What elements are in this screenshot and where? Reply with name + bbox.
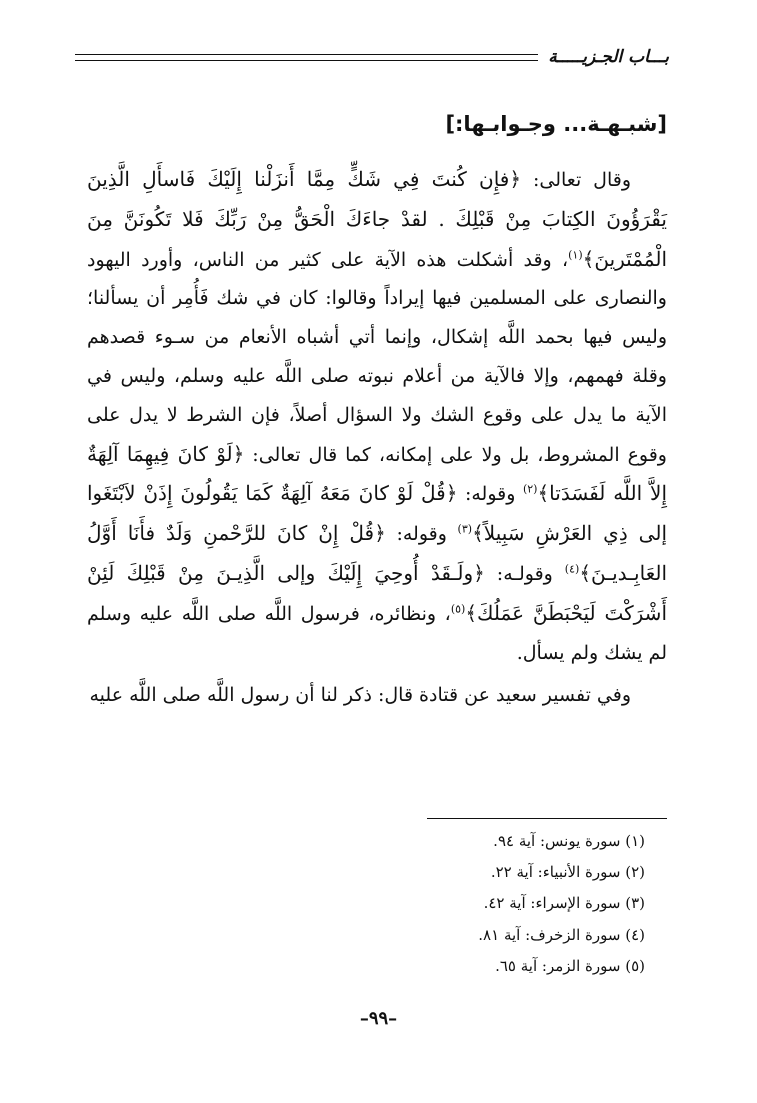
text-run: ، وقد أشكلت هذه الآية على كثير من الناس، وأورد اليهود والنصارى على المسلمين فيها إيراداً وقالوا: كان في شك فَأُمِر أن يسألنا؛ وليس فيها بحمد اللَّه إشكال، وإنما أتي أشباه الأنعام من سـوء قصدهم وقلة فهمهم، وإلا فالآية من أعلام نبوته صلى اللَّه عليه وسلم، وليس في الآية ما يدل على وقوع الشك ولا السؤال أصلاً، فإن الشرط لا يدل على وقوع المشروط، بل ولا على إمكانه، كما قال تعالى: [87,248,667,466]
running-header [75,42,669,72]
quran-verse: ﴿لَوْ كانَ فِيهِمَا آلِهَةٌ إِلاَّ اللَّه لَفَسَدَتا﴾ [87,441,667,506]
quran-verse: ﴿قُلْ إِنْ كانَ للرَّحْمنِ وَلَدٌ فأَنَا أَوَّلُ العَابِـديـنَ﴾ [87,521,667,585]
footnotes [245,826,645,982]
paragraph-1 [87,160,667,672]
footnote-2: (٢) سورة الأنبياء: آية ٢٢. [490,863,645,882]
footnote-ref: (٣) [457,522,473,536]
quran-verse: ﴿قُلْ لَوْ كانَ مَعَهُ آلِهَةٌ كَمَا يَقُولُونَ إِذَنْ لاَبْتَغَوا إلى ذِي العَرْشِ سَبِيلاً﴾ [87,481,667,546]
text-run: وقوله: [457,483,523,506]
footnote-ref: (٥) [450,602,466,616]
footnote-3: (٣) سورة الإسراء: آية ٤٢. [483,894,645,913]
quran-verse: ﴿ولَـقَدْ أُوحِيَ إِلَيْكَ وإلى الَّذِيـنَ مِنْ قَبْلِكَ لَئِنْ أَشْرَكْتَ لَيَحْبَطَنَّ عَمَلُكَ﴾ [87,560,667,625]
footnote-separator [427,818,667,819]
page-number: –٩٩– [359,1008,398,1029]
footnote-5: (٥) سورة الزمر: آية ٦٥. [495,956,645,975]
running-title: بـــاب الجـزيـــــة [548,47,669,67]
header-double-rule [75,54,538,61]
quran-verse: ﴿فإِن كُنتَ فِي شَكٍّ مِمَّا أَنزَلْنا إِلَيْكَ فَاسأَلِ الَّذِينَ يَقْرَؤُونَ الكِتابَ مِنْ قَبْلِكَ . لقدْ جاءَكَ الْحَقُّ مِنْ رَبِّكَ فَلا تَكُونَنَّ مِنَ الْمُمْتَرينَ﴾ [87,167,667,271]
text-run: وقوله: [385,523,458,546]
text-run: ، ونظائره، فرسول اللَّه صلى اللَّه عليه وسلم لم يشك ولم يسأل. [87,602,667,664]
footnote-4: (٤) سورة الزخرف: آية ٨١. [478,925,645,944]
text-run: وقال تعالى: [521,169,631,191]
footnote-ref: (٢) [522,483,538,497]
section-heading: [شبـهـة... وجـوابـها:] [445,112,667,136]
body-text [87,160,667,715]
text-run: وقولـه: [484,562,565,585]
footnote-ref: (٤) [564,562,580,576]
paragraph-2: وفي تفسير سعيد عن قتادة قال: ذكر لنا أن رسول اللَّه صلى اللَّه عليه [89,684,631,707]
footnote-1: (١) سورة يونس: آية ٩٤. [493,832,645,850]
footnote-ref: (١) [568,248,583,262]
